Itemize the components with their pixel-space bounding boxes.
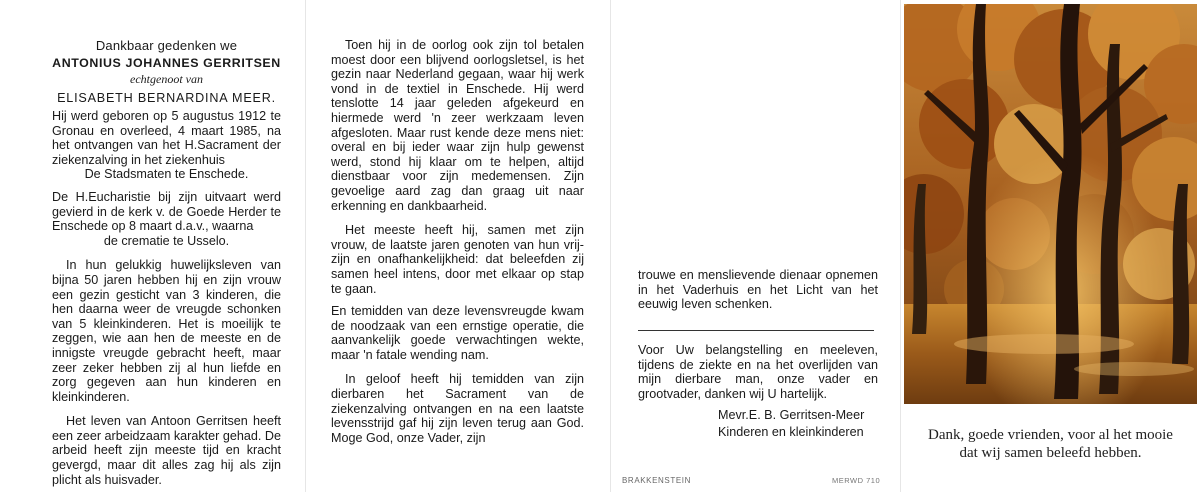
spouse-name: ELISABETH BERNARDINA MEER. xyxy=(57,91,276,105)
operation-paragraph: En temidden van deze levensvreugde kwam de noodzaak van een ernstige operatie, die aanvankelijk goede verwachtingen wekte, maar 'n fatale wending nam. xyxy=(331,304,584,362)
caption-line-1: Dank, goede vrienden, voor al het mooie xyxy=(928,427,1173,443)
print-code: MERWD 710 xyxy=(832,476,881,485)
caption-line-2: dat wij samen beleefd hebben. xyxy=(959,445,1142,461)
work-paragraph: Het leven van Antoon Gerritsen heeft een zeer arbeidzaam karakter gehad. De arbeid heeft zijn meeste tijd en kracht gevergd, maar dit alles zag hij als zijn plicht als huisvader. xyxy=(52,414,281,487)
panel-2 xyxy=(305,0,610,492)
autumn-forest-photo xyxy=(904,4,1197,404)
panel-3 xyxy=(610,0,900,492)
war-paragraph: Toen hij in de oorlog ook zijn tol betalen moest door een blijvend oorlogsletsel, is het gezin naar Nederland gegaan, waar hij werk vond in de textiel in Enschede. Hij werd tenslotte 14 jaar geleden afgekeurd en hiermede werd 'n zeer werkzaam leven afgesloten. Maar rust kende deze mens niet: overal en bij ieder waar zijn hulp gewenst werd, stond hij klaar om te helpen, altijd dienstbaar voor zijn medemensen. Zijn gevoelige aard zag dan graag uit naar erkenning en dankbaarheid. xyxy=(331,38,584,213)
panel-1 xyxy=(0,0,305,492)
panel-4 xyxy=(900,0,1200,492)
faith-paragraph: In geloof heeft hij temidden van zijn dierbaren het Sacrament van de ziekenzalving ontvangen en na een laatste levensstrijd gaf hij zijn leven terug aan God. Moge God, onze Vader, zijn xyxy=(331,372,584,445)
cremation-line: de crematie te Usselo. xyxy=(103,233,230,248)
birth-death-paragraph: Hij werd geboren op 5 augustus 1912 te Gronau en overleed, 4 maart 1985, na het ontvangen van het H.Sacrament der ziekenzalving in het ziekenhuis xyxy=(52,109,281,167)
retirement-paragraph: Het meeste heeft hij, samen met zijn vrouw, de laatste jaren genoten van hun vrij-zijn en onafhankelijkheid: dat beleefden zij samen heel intens, door met elkaar op stap te gaan. xyxy=(331,223,584,296)
deceased-name: ANTONIUS JOHANNES GERRITSEN xyxy=(52,56,281,70)
thanks-paragraph: Voor Uw belangstelling en meeleven, tijdens de ziekte en na het overlijden van mijn dierbare man, onze vader en grootvader, danken wij U hartelijk. xyxy=(638,343,878,401)
funeral-paragraph: De H.Eucharistie bij zijn uitvaart werd gevierd in de kerk v. de Goede Herder te Enschede op 8 maart d.a.v., waarna xyxy=(52,189,281,234)
heading: Dankbaar gedenken we xyxy=(95,38,238,53)
hospital-line: De Stadsmaten te Enschede. xyxy=(84,167,249,182)
prayer-continuation: trouwe en menslievende dienaar opnemen in het Vaderhuis en het Licht van het eeuwig leven schenken. xyxy=(638,268,878,312)
signature-name: Mevr.E. B. Gerritsen-Meer xyxy=(718,408,865,423)
spouse-label: echtgenoot van xyxy=(130,72,203,86)
printer-mark: BRAKKENSTEIN xyxy=(622,476,691,485)
signature-family: Kinderen en kleinkinderen xyxy=(718,425,864,440)
separator-line xyxy=(638,330,874,331)
caption xyxy=(904,426,1197,462)
marriage-paragraph: In hun gelukkig huwelijksleven van bijna 50 jaren hebben hij en zijn vrouw een gezin gesticht van 3 kinderen, die hen daarna weer de vreugde schonken van 5 kleinkinderen. Het is moeilijk te zeggen, wie aan hen de meeste en de innigste vreugde gebracht heeft, maar zeer zeker hebben zij al hun liefde en zorg gegeven aan hun kinderen en kleinkinderen. xyxy=(52,258,281,404)
